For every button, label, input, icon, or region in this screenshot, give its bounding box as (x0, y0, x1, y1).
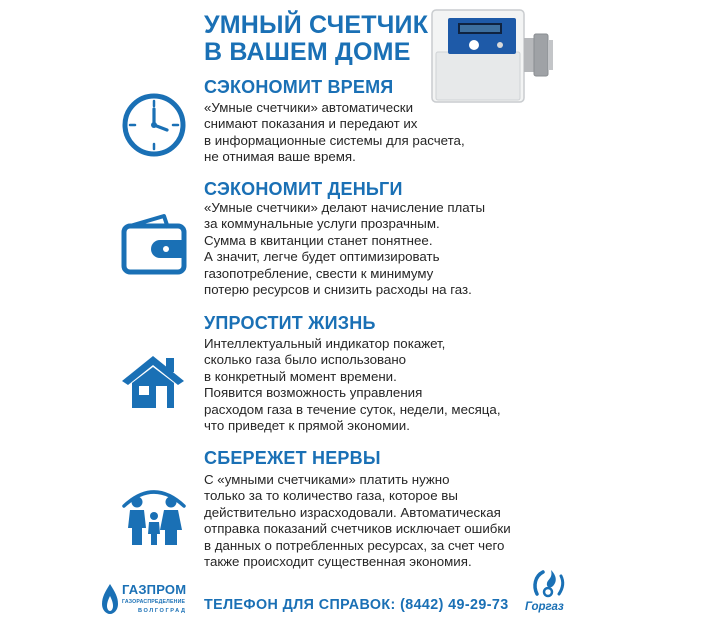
text-line: что приведет к прямой экономии. (204, 418, 410, 434)
phone-line: ТЕЛЕФОН ДЛЯ СПРАВОК: (8442) 49-29-73 (204, 597, 509, 613)
gorgaz-logo (519, 566, 581, 622)
text-line: Интеллектуальный индикатор покажет, (204, 336, 446, 351)
text-save-time (204, 100, 465, 166)
heading-simplify-life: УПРОСТИТ ЖИЗНЬ (204, 313, 376, 333)
text-line: снимают показания и передают их (204, 116, 418, 132)
house-icon (120, 352, 186, 410)
page-title (204, 12, 444, 66)
text-line: Появится возможность управления (204, 385, 423, 401)
text-line: потерю ресурсов и снизить расходы на газ. (204, 282, 472, 298)
text-line: не отнимая ваше время. (204, 149, 356, 165)
text-line: также происходит существенная экономия. (204, 554, 472, 570)
text-line: А значит, легче будет оптимизировать (204, 249, 440, 265)
family-icon (120, 484, 188, 546)
text-line: в данных о потребленных ресурсах, за счет чего (204, 537, 505, 553)
heading-save-time: СЭКОНОМИТ ВРЕМЯ (204, 77, 394, 97)
gazprom-logo (100, 578, 192, 622)
gas-flame-icon (100, 582, 120, 616)
gorgaz-emblem-icon (529, 566, 571, 600)
heading-save-nerves: СБЕРЕЖЕТ НЕРВЫ (204, 448, 381, 468)
text-save-nerves (204, 472, 511, 570)
text-line: за коммунальные услуги прозрачным. (204, 216, 440, 232)
title-line-1: УМНЫЙ СЧЕТЧИК (204, 11, 429, 39)
gazprom-sub1: ГАЗОРАСПРЕДЕЛЕНИЕ (122, 599, 186, 605)
text-line: «Умные счетчики» автоматически (204, 100, 414, 115)
text-line: действительно израсходовали. Автоматическая (204, 504, 501, 520)
text-line: отправка показаний счетчиков исключает ошибки (204, 521, 511, 537)
text-line: расходом газа в течение суток, недели, месяца, (204, 401, 501, 417)
text-simplify-life (204, 336, 501, 434)
gazprom-sub2: ВОЛГОГРАД (138, 608, 187, 614)
text-line: сколько газа было использовано (204, 352, 407, 368)
text-line: в конкретный момент времени. (204, 368, 397, 384)
text-line: газопотребление, свести к минимуму (204, 265, 434, 281)
gorgaz-name: Горгаз (525, 601, 564, 613)
text-line: «Умные счетчики» делают начисление платы (204, 200, 486, 215)
gazprom-name: ГАЗПРОМ (122, 582, 187, 597)
text-line: С «умными счетчиками» платить нужно (204, 472, 450, 487)
text-line: в информационные системы для расчета, (204, 132, 465, 148)
gas-meter-image (430, 6, 555, 106)
text-line: только за то количество газа, которое вы (204, 488, 458, 504)
wallet-icon (120, 212, 190, 276)
text-save-money (204, 200, 485, 298)
text-line: Сумма в квитанции станет понятнее. (204, 232, 433, 248)
title-line-2: В ВАШЕМ ДОМЕ (204, 38, 411, 66)
clock-icon (122, 93, 186, 157)
heading-save-money: СЭКОНОМИТ ДЕНЬГИ (204, 179, 403, 199)
